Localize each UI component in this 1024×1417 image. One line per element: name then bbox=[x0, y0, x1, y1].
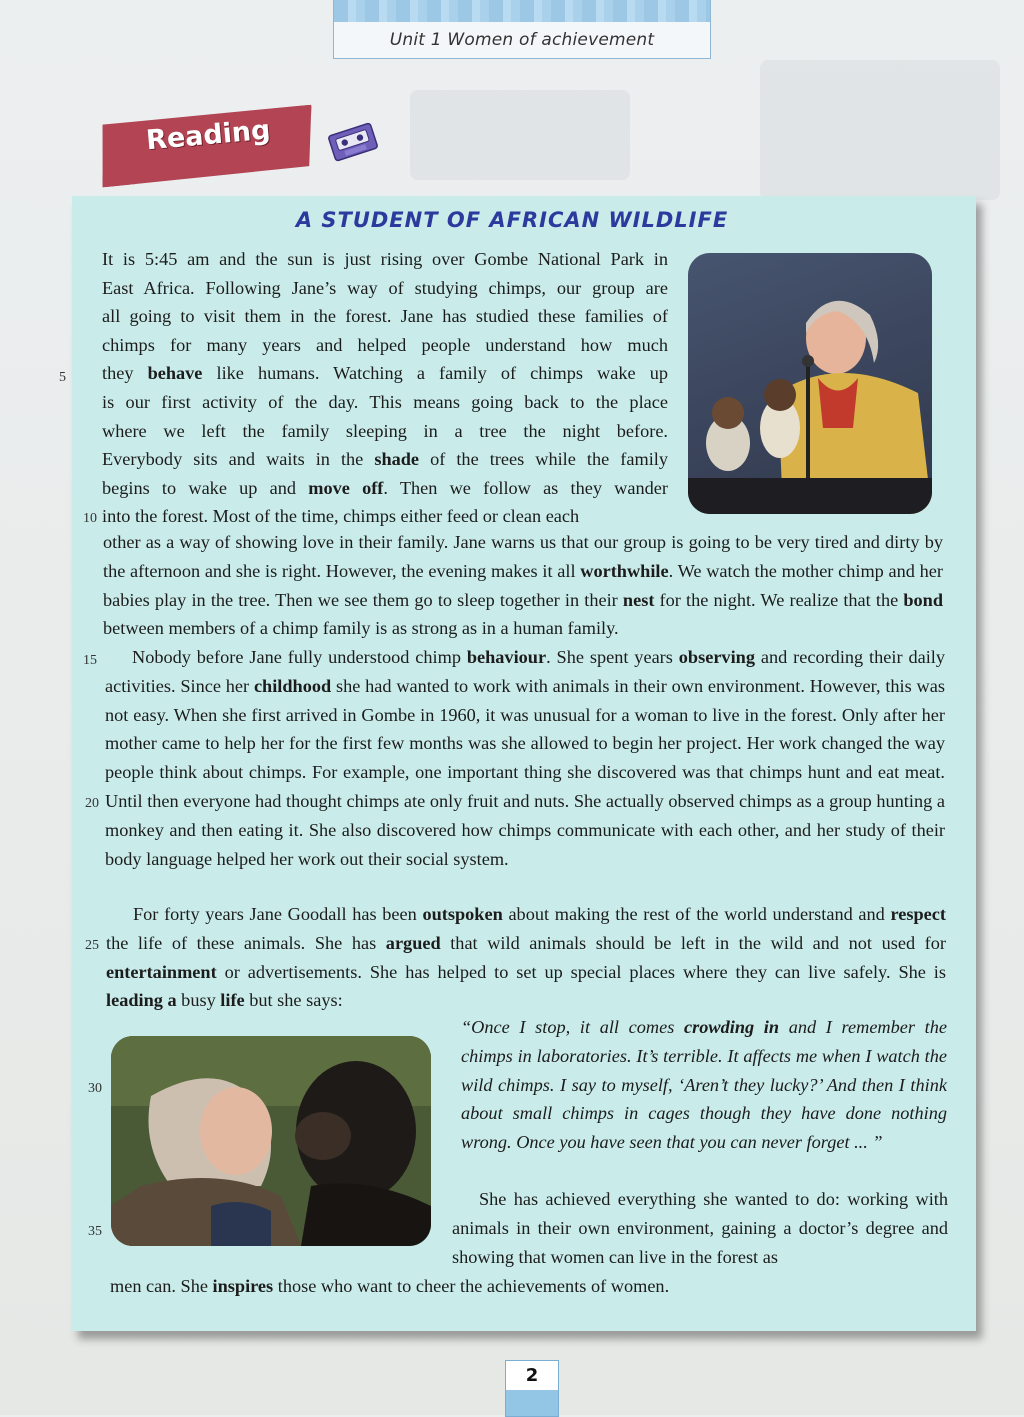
article-line: It is 5:45 am and the sun is just rising over Gombe National Park in bbox=[102, 249, 668, 269]
text-run: “Once I stop, it all comes bbox=[461, 1017, 685, 1037]
article-paragraph-1-continued bbox=[103, 528, 943, 643]
text-run: and recording their daily activities. Since her bbox=[105, 647, 945, 696]
section-label: Reading bbox=[144, 114, 272, 157]
article-title: A STUDENT OF AFRICAN WILDLIFE bbox=[295, 208, 729, 232]
article-line bbox=[102, 359, 668, 388]
text-run: begins to wake up and bbox=[102, 477, 309, 498]
text-run: . She spent years bbox=[546, 647, 679, 667]
line-number: 35 bbox=[88, 1224, 102, 1239]
article-line bbox=[102, 445, 668, 474]
unit-title: Unit 1 Women of achievement bbox=[389, 30, 655, 50]
page-number-box bbox=[505, 1360, 559, 1417]
article-line: into the forest. Most of the time, chimps either feed or clean each bbox=[102, 506, 580, 527]
vocabulary-word: behave bbox=[147, 363, 203, 384]
article-line: all going to visit them in the forest. Jane has studied these families of bbox=[102, 306, 668, 327]
jane-goodall-with-chimp-photo bbox=[111, 1036, 431, 1246]
vocabulary-word: entertainment bbox=[106, 961, 217, 982]
vocabulary-word: move off bbox=[308, 477, 384, 498]
article-paragraph-4-last-line bbox=[110, 1272, 950, 1301]
text-run: . Then we follow as they wander bbox=[383, 477, 668, 498]
vocabulary-word: inspires bbox=[212, 1276, 274, 1296]
vocabulary-word: argued bbox=[385, 932, 441, 953]
line-number: 5 bbox=[59, 370, 66, 385]
vocabulary-word: life bbox=[220, 990, 245, 1011]
article-paragraph-3 bbox=[106, 900, 946, 1015]
article-line: is our first activity of the day. This means going back to the place bbox=[102, 392, 668, 412]
text-run: busy bbox=[176, 990, 221, 1011]
vocabulary-word: shade bbox=[374, 449, 420, 470]
line-number: 30 bbox=[88, 1081, 102, 1096]
text-run: for the night. We realize that the bbox=[654, 589, 904, 610]
article-line: where we left the family sleeping in a tree the night before. bbox=[102, 420, 668, 441]
text-run: they bbox=[102, 363, 148, 384]
text-run: men can. She bbox=[110, 1276, 213, 1296]
vocabulary-word: worthwhile bbox=[580, 560, 669, 581]
vocabulary-word: crowding in bbox=[684, 1017, 780, 1037]
vocabulary-word: bond bbox=[903, 589, 944, 610]
text-run: Everybody sits and waits in the bbox=[102, 449, 375, 470]
text-run: Nobody before Jane fully understood chimp bbox=[132, 647, 467, 667]
article-paragraph-4: She has achieved everything she wanted to do: working with animals in their own environment, gaining a doctor’s degree and showing that women can live in the forest as bbox=[452, 1189, 948, 1267]
text-run: other as a way of showing love in their family. Jane warns us that our group is going to be very tired and dirty by the afternoon and she is right. However, the evening makes it all bbox=[103, 532, 943, 581]
text-run: For forty years Jane Goodall has been bbox=[133, 904, 423, 924]
vocabulary-word: outspoken bbox=[422, 904, 503, 924]
text-run: those who want to cheer the achievements of women. bbox=[273, 1276, 670, 1296]
text-run: the life of these animals. She has bbox=[106, 932, 386, 953]
text-run: that wild animals should be left in the wild and not used for bbox=[440, 932, 946, 953]
article-line: East Africa. Following Jane’s way of studying chimps, our group are bbox=[102, 277, 668, 298]
text-run: like humans. Watching a family of chimps wake up bbox=[202, 363, 668, 384]
text-run: and I remember the chimps in laboratories. It’s terrible. It affects me when I watch the wild chimps. I say to myself, ‘Aren’t they lucky?’ And then I think about small chimps in cages though they have done nothing wrong. Once you have seen that you can never forget ... ” bbox=[461, 1017, 948, 1153]
line-number: 25 bbox=[85, 938, 99, 953]
text-run: but she says: bbox=[244, 990, 343, 1011]
line-number: 10 bbox=[83, 511, 97, 526]
vocabulary-word: leading a bbox=[106, 990, 177, 1011]
text-run: between members of a chimp family is as strong as in a human family. bbox=[103, 618, 619, 639]
text-run: she had wanted to work with animals in their own environment. However, this was not easy. When she first arrived in Gombe in 1960, it was unusual for a woman to live in the forest. Only after her mother came to help her for the first few months was she allowed to begin her project. Her work changed the way people think about chimps. For example, one important thing she discovered was that chimps hunt and eat meat. Until then everyone had thought chimps ate only fruit and nuts. She actually observed chimps as a group hunting a monkey and then eating it. She also discovered how chimps communicate with each other, and her study of their body language helped her work out their social system. bbox=[105, 675, 945, 869]
jane-goodall-quote bbox=[461, 1013, 947, 1157]
vocabulary-word: nest bbox=[622, 589, 655, 610]
text-run: of the trees while the family bbox=[419, 449, 668, 470]
vocabulary-word: childhood bbox=[253, 675, 332, 696]
water-decoration bbox=[334, 0, 710, 22]
vocabulary-word: behaviour bbox=[466, 647, 547, 667]
jane-goodall-speaking-photo bbox=[688, 253, 932, 514]
vocabulary-word: observing bbox=[678, 647, 755, 667]
article-paragraph-2 bbox=[105, 643, 945, 873]
line-number: 20 bbox=[85, 796, 99, 811]
line-number: 15 bbox=[83, 653, 97, 668]
article-line bbox=[102, 474, 668, 503]
background-texture bbox=[760, 60, 1000, 200]
unit-header bbox=[333, 0, 711, 59]
background-texture bbox=[410, 90, 630, 180]
article-line: chimps for many years and helped people understand how much bbox=[102, 334, 668, 355]
text-run: or advertisements. She has helped to set up special places where they can live safely. She is bbox=[216, 961, 946, 982]
text-run: about making the rest of the world understand and bbox=[502, 904, 891, 924]
cassette-tape-icon bbox=[327, 122, 379, 163]
text-run: . We watch the mother chimp and her babies play in the tree. Then we see them go to sleep together in their bbox=[103, 560, 943, 610]
page-number: 2 bbox=[506, 1361, 558, 1390]
vocabulary-word: respect bbox=[890, 904, 946, 924]
